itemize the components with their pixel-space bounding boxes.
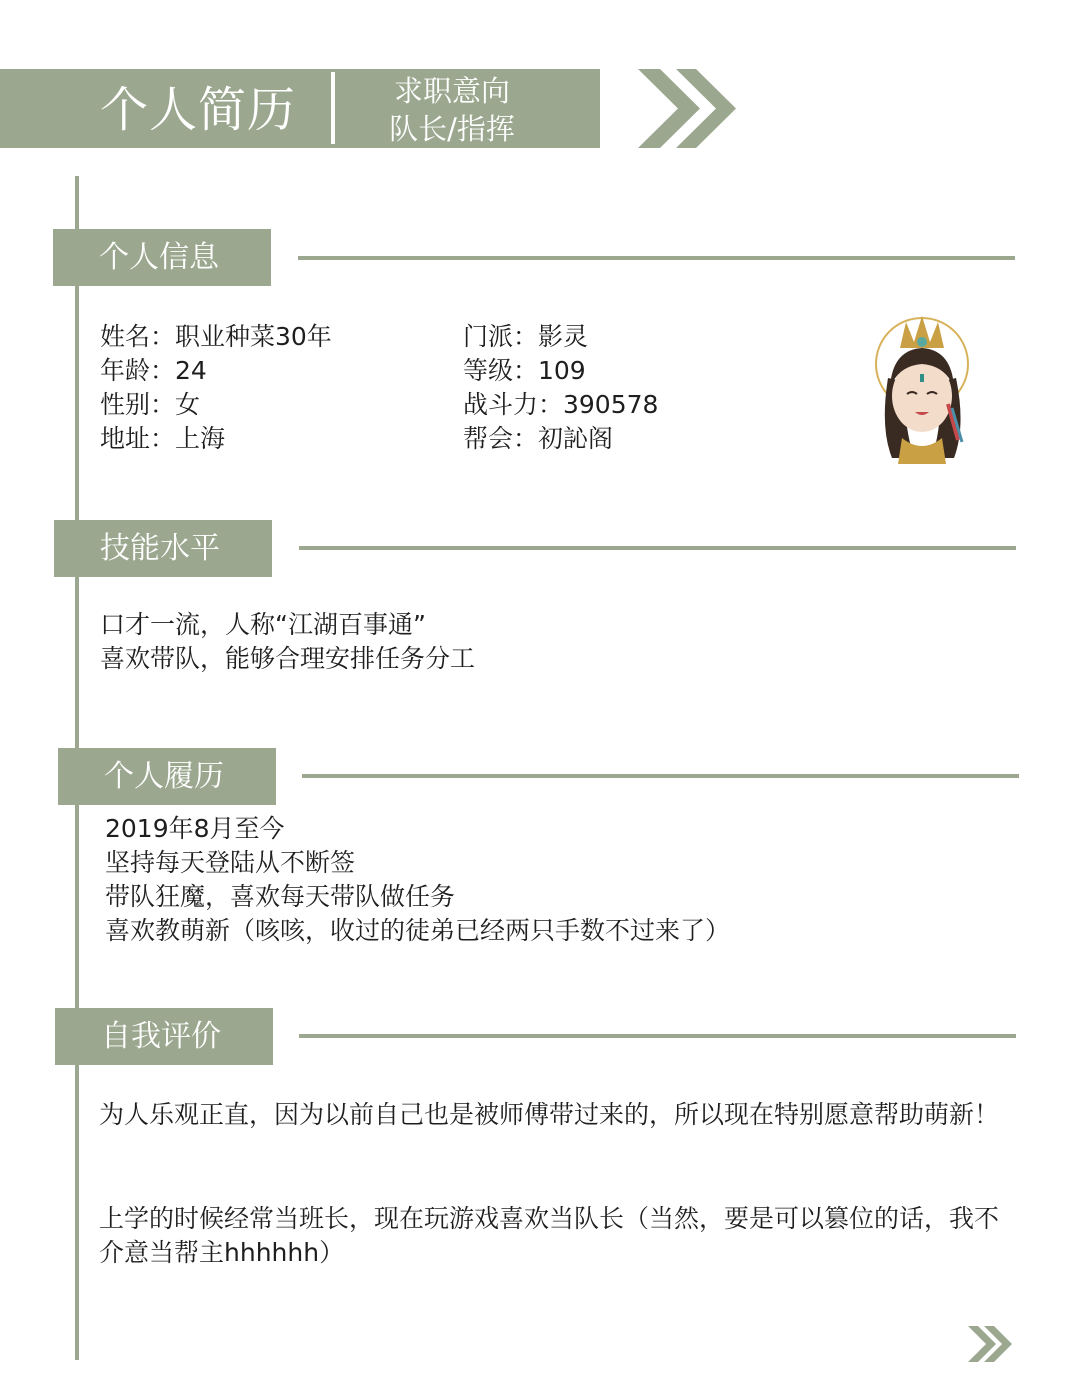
self-eval-paragraph: 为人乐观正直，因为以前自己也是被师傅带过来的，所以现在特别愿意帮助萌新！ [99,1100,1000,1129]
info-level: 等级：109 [463,356,586,385]
info-sect: 门派：影灵 [463,322,589,351]
page-title: 个人简历 [100,82,297,138]
info-age: 年龄：24 [100,356,207,385]
info-address: 地址：上海 [100,424,226,453]
info-power: 战斗力：390578 [463,390,659,419]
history-line: 喜欢教萌新（咳咳，收过的徒弟已经两只手数不过来了） [105,916,731,945]
section-tab-self-evaluation: 自我评价 [55,1008,273,1065]
avatar-portrait [862,308,982,464]
section-rule [302,774,1019,778]
section-tab-history: 个人履历 [58,748,276,805]
history-line: 2019年8月至今 [105,814,285,843]
self-eval-paragraph: 上学的时候经常当班长，现在玩游戏喜欢当队长（当然，要是可以篡位的话，我不介意当帮主hhhhhh） [99,1204,1000,1267]
section-tab-personal-info: 个人信息 [53,229,271,286]
section-rule [298,256,1015,260]
info-gender: 性别：女 [100,390,201,419]
chevron-right-icon [968,1326,1014,1362]
job-intent-label: 求职意向 [393,74,510,108]
chevron-right-icon [638,69,738,148]
section-rule [299,546,1016,550]
header-divider [331,72,335,144]
history-line: 带队狂魔，喜欢每天带队做任务 [105,882,456,911]
section-rule [299,1034,1016,1038]
info-name: 姓名：职业种菜30年 [100,322,332,351]
history-line: 坚持每天登陆从不断签 [105,848,356,877]
section-tab-skills: 技能水平 [54,520,272,577]
skill-line: 口才一流，人称“江湖百事通” [100,610,426,639]
job-intent-value: 队长/指挥 [389,112,515,146]
info-guild: 帮会：初訫阁 [463,424,614,453]
skill-line: 喜欢带队，能够合理安排任务分工 [100,644,476,673]
